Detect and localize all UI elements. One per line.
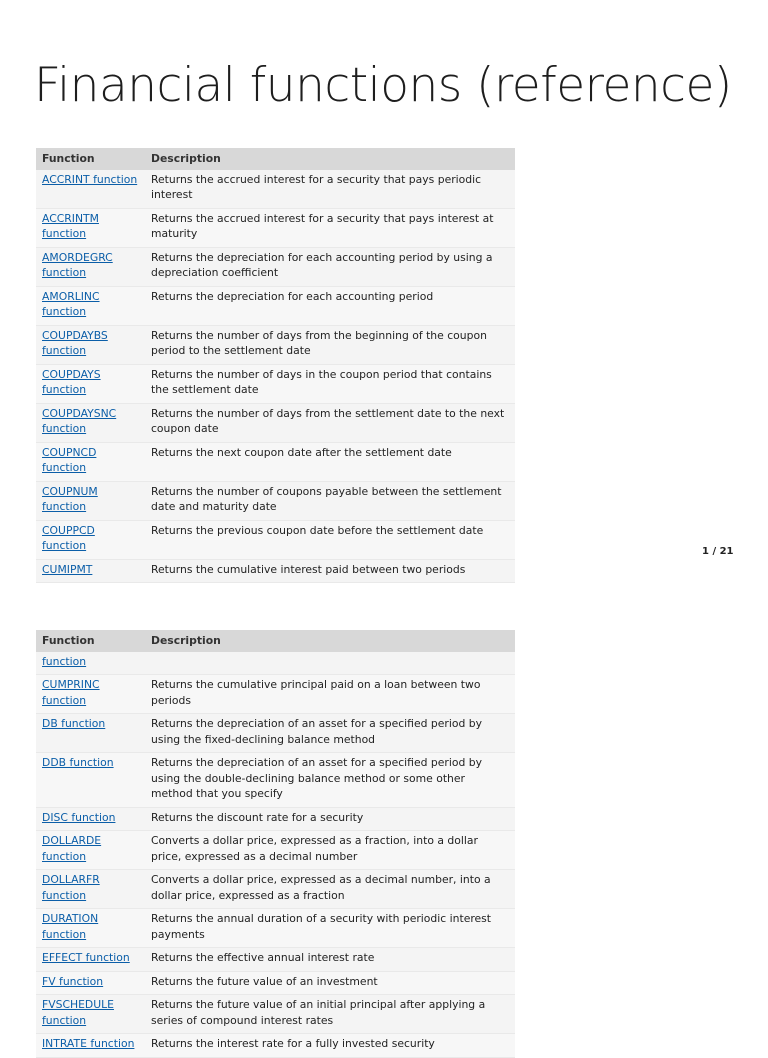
table-row xyxy=(36,247,515,286)
function-link[interactable]: INTRATE function xyxy=(42,1037,135,1050)
table-row xyxy=(36,995,515,1034)
description-cell: Returns the depreciation for each accounting period xyxy=(145,286,515,325)
table-row xyxy=(36,870,515,909)
table-row xyxy=(36,403,515,442)
function-link[interactable]: function xyxy=(42,654,87,668)
description-cell: Returns the number of days from the settlement date to the next coupon date xyxy=(145,403,515,442)
description-cell: Returns the accrued interest for a security that pays periodic interest xyxy=(145,170,515,209)
function-link[interactable]: AMORLINC function xyxy=(42,289,100,318)
function-cell xyxy=(36,995,145,1034)
table-row xyxy=(36,971,515,995)
description-cell: Returns the depreciation of an asset for a specified period by using the fixed-declining balance method xyxy=(145,714,515,753)
table-row xyxy=(36,909,515,948)
function-link[interactable]: CUMPRINC function xyxy=(42,678,100,707)
column-header-function: Function xyxy=(36,630,145,652)
function-cell xyxy=(36,948,145,972)
function-link[interactable]: EFFECT function xyxy=(42,951,130,964)
function-cell xyxy=(36,364,145,403)
description-cell: Converts a dollar price, expressed as a fraction, into a dollar price, expressed as a decimal number xyxy=(145,831,515,870)
description-cell: Returns the number of days in the coupon period that contains the settlement date xyxy=(145,364,515,403)
description-cell: Returns the future value of an initial principal after applying a series of compound interest rates xyxy=(145,995,515,1034)
function-cell xyxy=(36,170,145,209)
table-row xyxy=(36,831,515,870)
function-cell xyxy=(36,652,145,675)
function-cell xyxy=(36,909,145,948)
description-cell: Returns the depreciation for each accounting period by using a depreciation coefficient xyxy=(145,247,515,286)
functions-table-2 xyxy=(36,630,515,1058)
function-link[interactable]: COUPPCD function xyxy=(42,523,95,552)
description-cell: Returns the next coupon date after the settlement date xyxy=(145,442,515,481)
function-cell xyxy=(36,403,145,442)
function-link[interactable]: DB function xyxy=(42,717,106,730)
description-cell: Returns the number of coupons payable between the settlement date and maturity date xyxy=(145,481,515,520)
function-link[interactable]: FV function xyxy=(42,974,104,988)
table-row xyxy=(36,170,515,209)
table-row xyxy=(36,948,515,972)
function-cell xyxy=(36,247,145,286)
table-row xyxy=(36,753,515,808)
table-row xyxy=(36,325,515,364)
table-row xyxy=(36,520,515,559)
table-row xyxy=(36,652,515,675)
table-row xyxy=(36,559,515,583)
description-cell: Returns the effective annual interest rate xyxy=(145,948,515,972)
table-header-row xyxy=(36,630,515,652)
function-cell xyxy=(36,442,145,481)
function-link[interactable]: ACCRINT function xyxy=(42,172,138,186)
functions-table-1 xyxy=(36,148,515,583)
description-cell: Returns the cumulative interest paid between two periods xyxy=(145,559,515,583)
function-cell xyxy=(36,675,145,714)
function-cell xyxy=(36,971,145,995)
function-link[interactable]: DURATION function xyxy=(42,912,99,941)
function-link[interactable]: FVSCHEDULE function xyxy=(42,998,114,1027)
description-cell: Returns the depreciation of an asset for a specified period by using the double-declining balance method or some other method that you specify xyxy=(145,753,515,808)
description-cell: Returns the previous coupon date before the settlement date xyxy=(145,520,515,559)
function-link[interactable]: DISC function xyxy=(42,810,116,824)
table-row xyxy=(36,807,515,831)
description-cell: Converts a dollar price, expressed as a decimal number, into a dollar price, expressed as a fraction xyxy=(145,870,515,909)
table-row xyxy=(36,286,515,325)
function-cell xyxy=(36,559,145,583)
function-link[interactable]: CUMIPMT xyxy=(42,562,93,576)
description-cell: Returns the annual duration of a security with periodic interest payments xyxy=(145,909,515,948)
function-cell xyxy=(36,714,145,753)
function-cell xyxy=(36,481,145,520)
table-row xyxy=(36,675,515,714)
table-row xyxy=(36,442,515,481)
function-link[interactable]: COUPDAYBS function xyxy=(42,328,108,357)
table-row xyxy=(36,1034,515,1058)
function-cell xyxy=(36,520,145,559)
function-cell xyxy=(36,831,145,870)
table-row xyxy=(36,714,515,753)
function-link[interactable]: DOLLARDE function xyxy=(42,834,102,863)
description-cell: Returns the discount rate for a security xyxy=(145,807,515,831)
function-link[interactable]: AMORDEGRC function xyxy=(42,250,113,279)
column-header-description: Description xyxy=(145,630,515,652)
column-header-description: Description xyxy=(145,148,515,170)
description-cell: Returns the interest rate for a fully invested security xyxy=(145,1034,515,1058)
description-cell: Returns the future value of an investment xyxy=(145,971,515,995)
function-link[interactable]: DDB function xyxy=(42,756,114,769)
function-cell xyxy=(36,1034,145,1058)
function-link[interactable]: COUPDAYSNC function xyxy=(42,406,117,435)
function-link[interactable]: ACCRINTM function xyxy=(42,211,99,240)
description-cell: Returns the cumulative principal paid on a loan between two periods xyxy=(145,675,515,714)
page-title: Financial functions (reference) xyxy=(34,58,732,113)
table-row xyxy=(36,364,515,403)
function-cell xyxy=(36,753,145,808)
function-cell xyxy=(36,208,145,247)
function-cell xyxy=(36,870,145,909)
description-cell: Returns the number of days from the beginning of the coupon period to the settlement date xyxy=(145,325,515,364)
function-link[interactable]: COUPNCD function xyxy=(42,445,97,474)
function-link[interactable]: COUPDAYS function xyxy=(42,367,101,396)
description-cell: Returns the accrued interest for a security that pays interest at maturity xyxy=(145,208,515,247)
description-cell xyxy=(145,652,515,675)
table-row xyxy=(36,208,515,247)
table-header-row xyxy=(36,148,515,170)
page-indicator: 1 / 21 xyxy=(702,546,734,557)
function-link[interactable]: COUPNUM function xyxy=(42,484,98,513)
function-cell xyxy=(36,325,145,364)
function-link[interactable]: DOLLARFR function xyxy=(42,873,100,902)
table-row xyxy=(36,481,515,520)
column-header-function: Function xyxy=(36,148,145,170)
function-cell xyxy=(36,807,145,831)
function-cell xyxy=(36,286,145,325)
